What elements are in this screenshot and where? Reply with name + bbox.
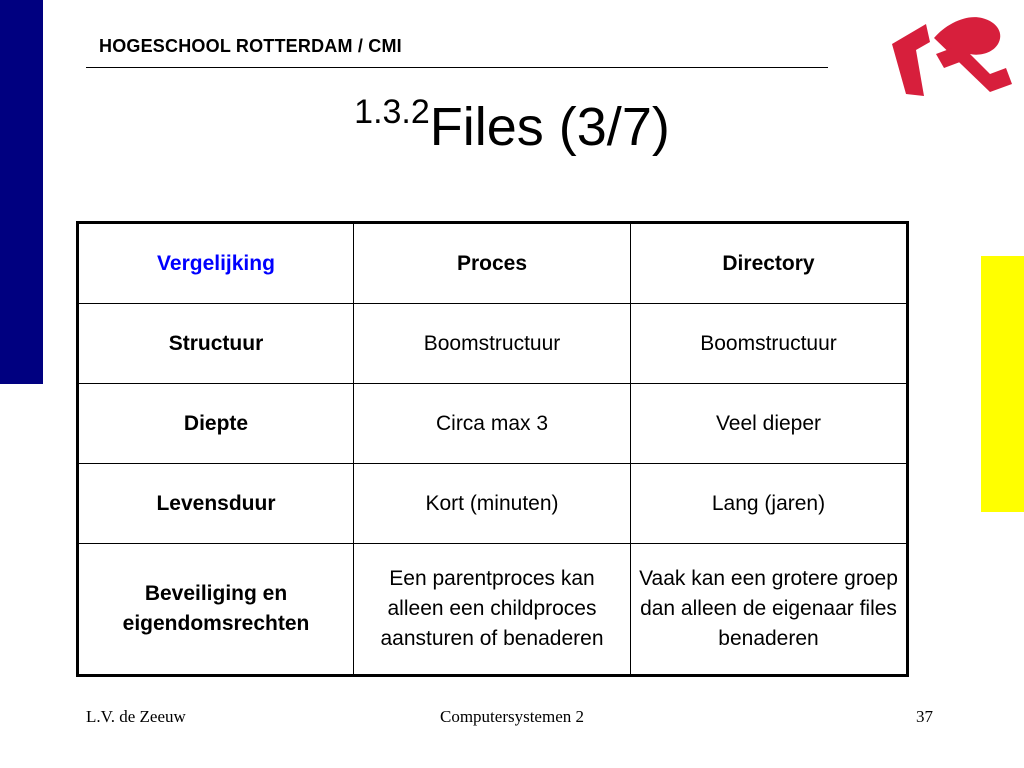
cell-proces: Een parentproces kan alleen een childproces aansturen of benaderen [354,544,631,676]
cell-directory: Vaak kan een grotere groep dan alleen de eigenaar files benaderen [631,544,908,676]
hr-logo-icon [886,4,1020,100]
section-number: 1.3.2 [354,93,430,131]
table-row [78,384,908,464]
column-header-directory: Directory [631,223,908,304]
header-divider [86,67,828,68]
cell-directory: Veel dieper [631,384,908,464]
right-accent-bar [981,256,1024,512]
title-text: Files (3/7) [429,97,670,157]
column-header-proces: Proces [354,223,631,304]
table-header-row [78,223,908,304]
corner-header: Vergelijking [78,223,354,304]
slide-title [0,93,1024,157]
institution-header: HOGESCHOOL ROTTERDAM / CMI [99,36,402,56]
footer-author: L.V. de Zeeuw [86,707,186,726]
cell-directory: Boomstructuur [631,304,908,384]
cell-proces: Circa max 3 [354,384,631,464]
cell-proces: Boomstructuur [354,304,631,384]
cell-directory: Lang (jaren) [631,464,908,544]
left-accent-bar [0,0,43,384]
row-label: Diepte [78,384,354,464]
footer-course: Computersystemen 2 [439,707,584,726]
table-row [78,544,908,676]
comparison-table [76,221,909,677]
row-label: Structuur [78,304,354,384]
row-label: Levensduur [78,464,354,544]
footer-page-number: 37 [916,707,933,726]
row-label: Beveiliging en eigendomsrechten [78,544,354,676]
table-row [78,464,908,544]
cell-proces: Kort (minuten) [354,464,631,544]
table-row [78,304,908,384]
